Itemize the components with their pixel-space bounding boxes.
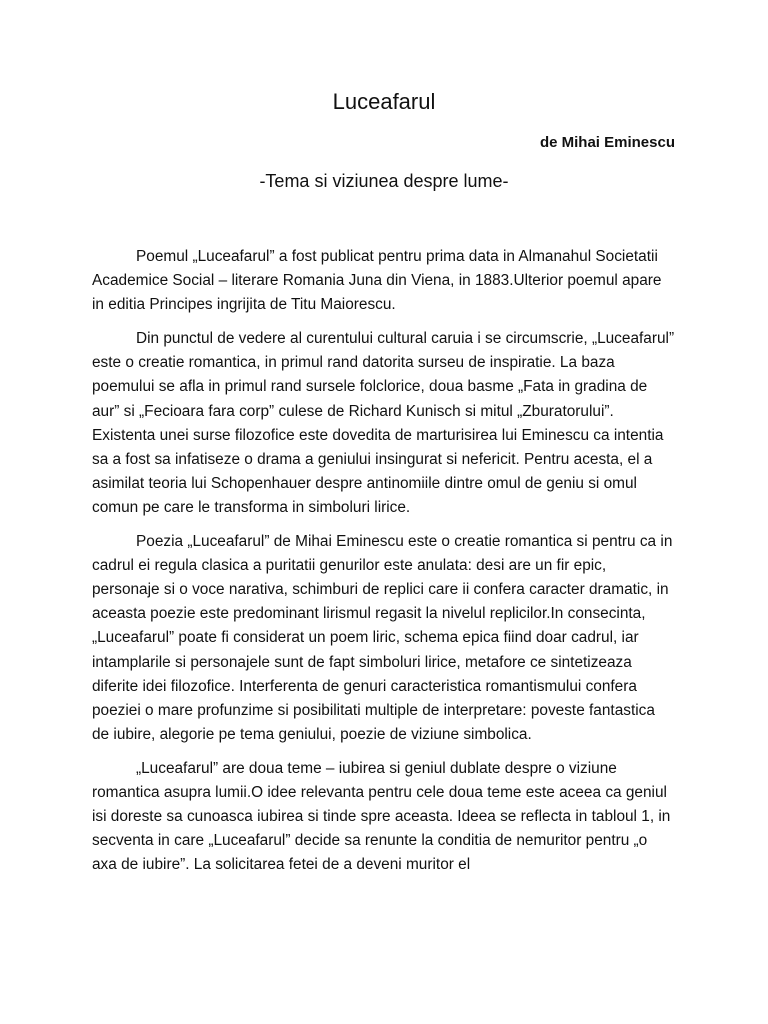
paragraph-2: Din punctul de vedere al curentului cultural caruia i se circumscrie, „Luceafarul” este o creatie romantica, in primul rand datorita surseu de inspiratie. La baza poemului se afla in primul rand sursele folclorice, doua basme „Fata in gradina de aur” si „Fecioara fara corp” culese de Richard Kunisch si mitul „Zburatorului”. Existenta unei surse filozofice este dovedita de marturisirea lui Eminescu ca intentia sa a fost sa infatiseze o drama a geniului insingurat si nefericit. Pentru acesta, el a asimilat teoria lui Schopenhauer despre antinomiile dintre omul de geniu si omul comun pe care le transforma in simboluri lirice. <box>92 330 675 516</box>
document-body <box>92 245 676 887</box>
document-author: de Mihai Eminescu <box>539 134 675 151</box>
document-title: Luceafarul <box>332 89 436 114</box>
paragraph-4: „Luceafarul” are doua teme – iubirea si geniul dublate despre o viziune romantica asupra lumii.O idee relevanta pentru cele doua teme este aceea ca geniul isi doreste sa cunoasca iubirea si tinde spre aceasta. Ideea se reflecta in tabloul 1, in secventa in care „Luceafarul” decide sa renunte la conditia de nemuritor pentru „o axa de iubire”. La solicitarea fetei de a deveni muritor el <box>92 759 671 874</box>
paragraph-3: Poezia „Luceafarul” de Mihai Eminescu este o creatie romantica si pentru ca in cadrul ei regula clasica a puritatii genurilor este anulata: desi are un fir epic, personaje si o voce narativa, schimburi de replici care ii confera caracter dramatic, in aceasta poezie este predominant lirismul regasit la nivelul replicilor.In consecinta, „Luceafarul” poate fi considerat un poem liric, schema epica fiind doar cadrul, iar intamplarile si personajele sunt de fapt simboluri lirice, metafore ce sintetizeaza diferite idei filozofice. Interferenta de genuri caracteristica romantismului confera poeziei o mare profunzime si posibilitati multiple de interpretare: poveste fantastica de iubire, alegorie pe tema geniului, poezie de viziune simbolica. <box>92 533 673 743</box>
document-subtitle: -Tema si viziunea despre lume- <box>259 171 509 191</box>
paragraph-1: Poemul „Luceafarul” a fost publicat pentru prima data in Almanahul Societatii Academice Social – literare Romania Juna din Viena, in 1883.Ulterior poemul apare in editia Principes ingrijita de Titu Maiorescu. <box>92 248 662 314</box>
